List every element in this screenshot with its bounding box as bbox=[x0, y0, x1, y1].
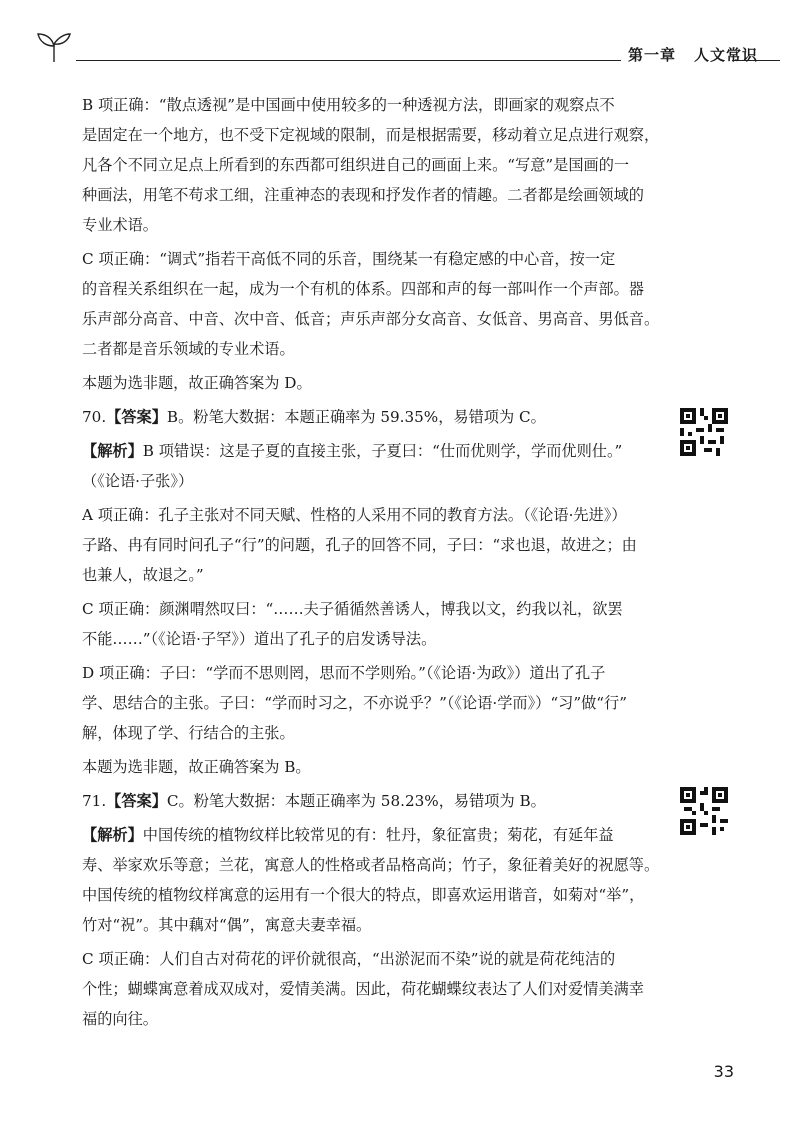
analysis-tag: 【解析】 bbox=[82, 442, 143, 460]
question-number: 70. bbox=[82, 408, 107, 426]
paragraph-conclusion-69: 本题为选非题，故正确答案为 D。 bbox=[82, 374, 312, 392]
header-rule bbox=[76, 60, 621, 61]
question-71-analysis: 【解析】中国传统的植物纹样比较常见的有：牡丹，象征富贵；菊花，有延年益 寿、举家欢乐等意；兰花，寓意人的性格或者品格高尚；竹子，象征着美好的祝愿等。 中国传统的植物纹样寓意的运用有一个很大的特点，即喜欢运用谐音，如菊对“举”， 竹对“祝”。其中藕对“偶”，寓意夫妻幸福。 bbox=[82, 826, 660, 934]
answer-text: C。粉笔大数据：本题正确率为 58.23%，易错项为 B。 bbox=[166, 792, 546, 810]
paragraph-c-option: C 项正确：“调式”指若干高低不同的乐音，围绕某一有稳定感的中心音，按一定 的音程关系组织在一起，成为一个有机的体系。四部和声的每一部叫作一个声部。器 乐声部分高音、中音、次中音、低音；声乐声部分女高音、女低音、男高音、男低音。 二者都是音乐领域的专业术语。 bbox=[82, 250, 660, 358]
answer-text: B。粉笔大数据：本题正确率为 59.35%，易错项为 C。 bbox=[166, 408, 546, 426]
analysis-tag: 【解析】 bbox=[82, 826, 143, 844]
question-70-answer bbox=[82, 402, 662, 432]
question-70-option-d: D 项正确：子曰：“学而不思则罔，思而不学则殆。”（《论语·为政》）道出了孔子 学、思结合的主张。子曰：“学而时习之，不亦说乎？”（《论语·学而》）“习”做“行” 解，体现了学、行结合的主张。 bbox=[82, 664, 627, 742]
page-body bbox=[82, 90, 662, 1038]
page-header bbox=[36, 30, 776, 70]
qr-code-icon[interactable] bbox=[680, 787, 728, 835]
question-71-answer bbox=[82, 786, 662, 816]
answer-tag: 【答案】 bbox=[106, 408, 167, 426]
question-70-option-a: A 项正确：孔子主张对不同天赋、性格的人采用不同的教育方法。（《论语·先进》） 子路、冉有同时问孔子“行”的问题，孔子的回答不同，子曰：“求也退，故进之；由 也兼人，故退之。” bbox=[82, 506, 637, 584]
question-70-analysis: 【解析】B 项错误：这是子夏的直接主张，子夏曰：“仕而优则学，学而优则仕。” （《论语·子张》） bbox=[82, 442, 623, 490]
section-name: 人文常识 bbox=[694, 46, 759, 64]
chapter-number: 第一章 bbox=[628, 46, 677, 64]
page-number: 33 bbox=[713, 1062, 734, 1081]
question-70-option-c: C 项正确：颜渊喟然叹曰：“……夫子循循然善诱人，博我以文，约我以礼，欲罢 不能……”（《论语·子罕》）道出了孔子的启发诱导法。 bbox=[82, 600, 623, 648]
paragraph-b-option: B 项正确：“散点透视”是中国画中使用较多的一种透视方法，即画家的观察点不 是固定在一个地方，也不受下定视域的限制，而是根据需要，移动着立足点进行观察， 凡各个不同立足点上所看到的东西都可组织进自己的画面上来。“写意”是国画的一 种画法，用笔不苟求工细，注重神态的表现和抒发作者的情趣。二者都是绘画领域的 专业术语。 bbox=[82, 96, 660, 234]
paragraph-conclusion-70: 本题为选非题，故正确答案为 B。 bbox=[82, 758, 311, 776]
question-number: 71. bbox=[82, 792, 107, 810]
sprout-icon bbox=[36, 30, 72, 64]
answer-tag: 【答案】 bbox=[106, 792, 167, 810]
header-rule-tail bbox=[732, 60, 780, 61]
chapter-title bbox=[628, 44, 758, 65]
qr-code-icon[interactable] bbox=[680, 408, 728, 456]
question-71-option-c: C 项正确：人们自古对荷花的评价就很高，“出淤泥而不染”说的就是荷花纯洁的 个性；蝴蝶寓意着成双成对，爱情美满。因此，荷花蝴蝶纹表达了人们对爱情美满幸 福的向往。 bbox=[82, 950, 644, 1028]
